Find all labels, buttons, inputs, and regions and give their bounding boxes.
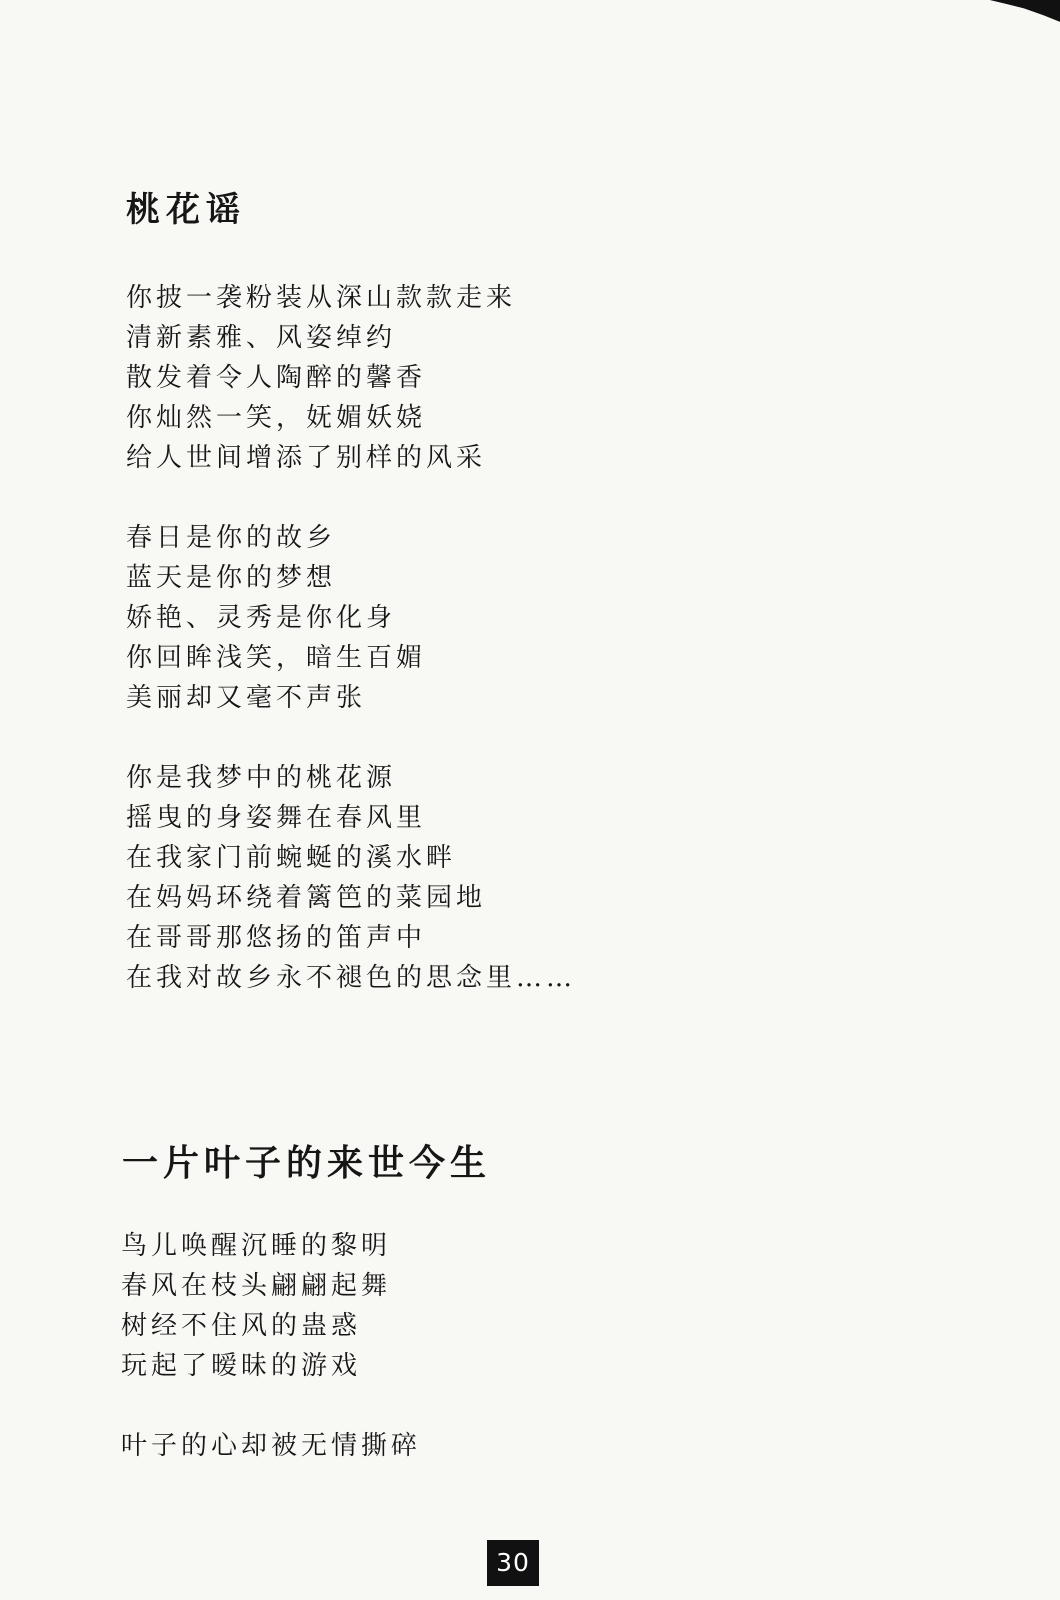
poem-line: 鸟儿唤醒沉睡的黎明	[121, 1231, 392, 1261]
poem-line: 你灿然一笑，妩媚妖娆	[126, 403, 427, 433]
stanza	[121, 1226, 421, 1386]
poem-line: 美丽却又毫不声张	[126, 683, 367, 713]
poem-line: 蓝天是你的梦想	[126, 563, 337, 593]
page-number: 30	[487, 1540, 539, 1586]
poem-line: 娇艳、灵秀是你化身	[126, 603, 397, 633]
stanza	[121, 1426, 421, 1466]
poem-line: 散发着令人陶醉的馨香	[126, 363, 427, 393]
poem-line: 叶子的心却被无情撕碎	[121, 1431, 422, 1461]
poem-line: 树经不住风的蛊惑	[121, 1311, 362, 1341]
stanza	[126, 758, 576, 998]
poem-line: 清新素雅、风姿绰约	[126, 323, 397, 353]
poem-line: 玩起了暧昧的游戏	[121, 1351, 362, 1381]
stanza	[126, 278, 576, 478]
poem-line: 你披一袭粉装从深山款款走来	[126, 283, 517, 313]
poem-line: 在我对故乡永不褪色的思念里……	[126, 963, 577, 993]
poem-title: 桃花谣	[126, 190, 246, 230]
poem-title: 一片叶子的来世今生	[122, 1143, 492, 1184]
poem-body	[121, 1226, 421, 1506]
poem-line: 你是我梦中的桃花源	[126, 763, 397, 793]
poem-line: 你回眸浅笑，暗生百媚	[126, 643, 427, 673]
poem-line: 在我家门前蜿蜒的溪水畔	[126, 843, 457, 873]
poem-line: 给人世间增添了别样的风采	[126, 443, 487, 473]
poem-line: 摇曳的身姿舞在春风里	[126, 803, 427, 833]
poem-line: 在妈妈环绕着篱笆的菜园地	[126, 883, 487, 913]
poem-line: 在哥哥那悠扬的笛声中	[126, 923, 427, 953]
poem-line: 春风在枝头翩翩起舞	[121, 1271, 392, 1301]
stanza	[126, 518, 576, 718]
scan-edge-shadow	[970, 0, 1060, 28]
poem-body	[126, 278, 576, 1038]
poem-line: 春日是你的故乡	[126, 523, 337, 553]
